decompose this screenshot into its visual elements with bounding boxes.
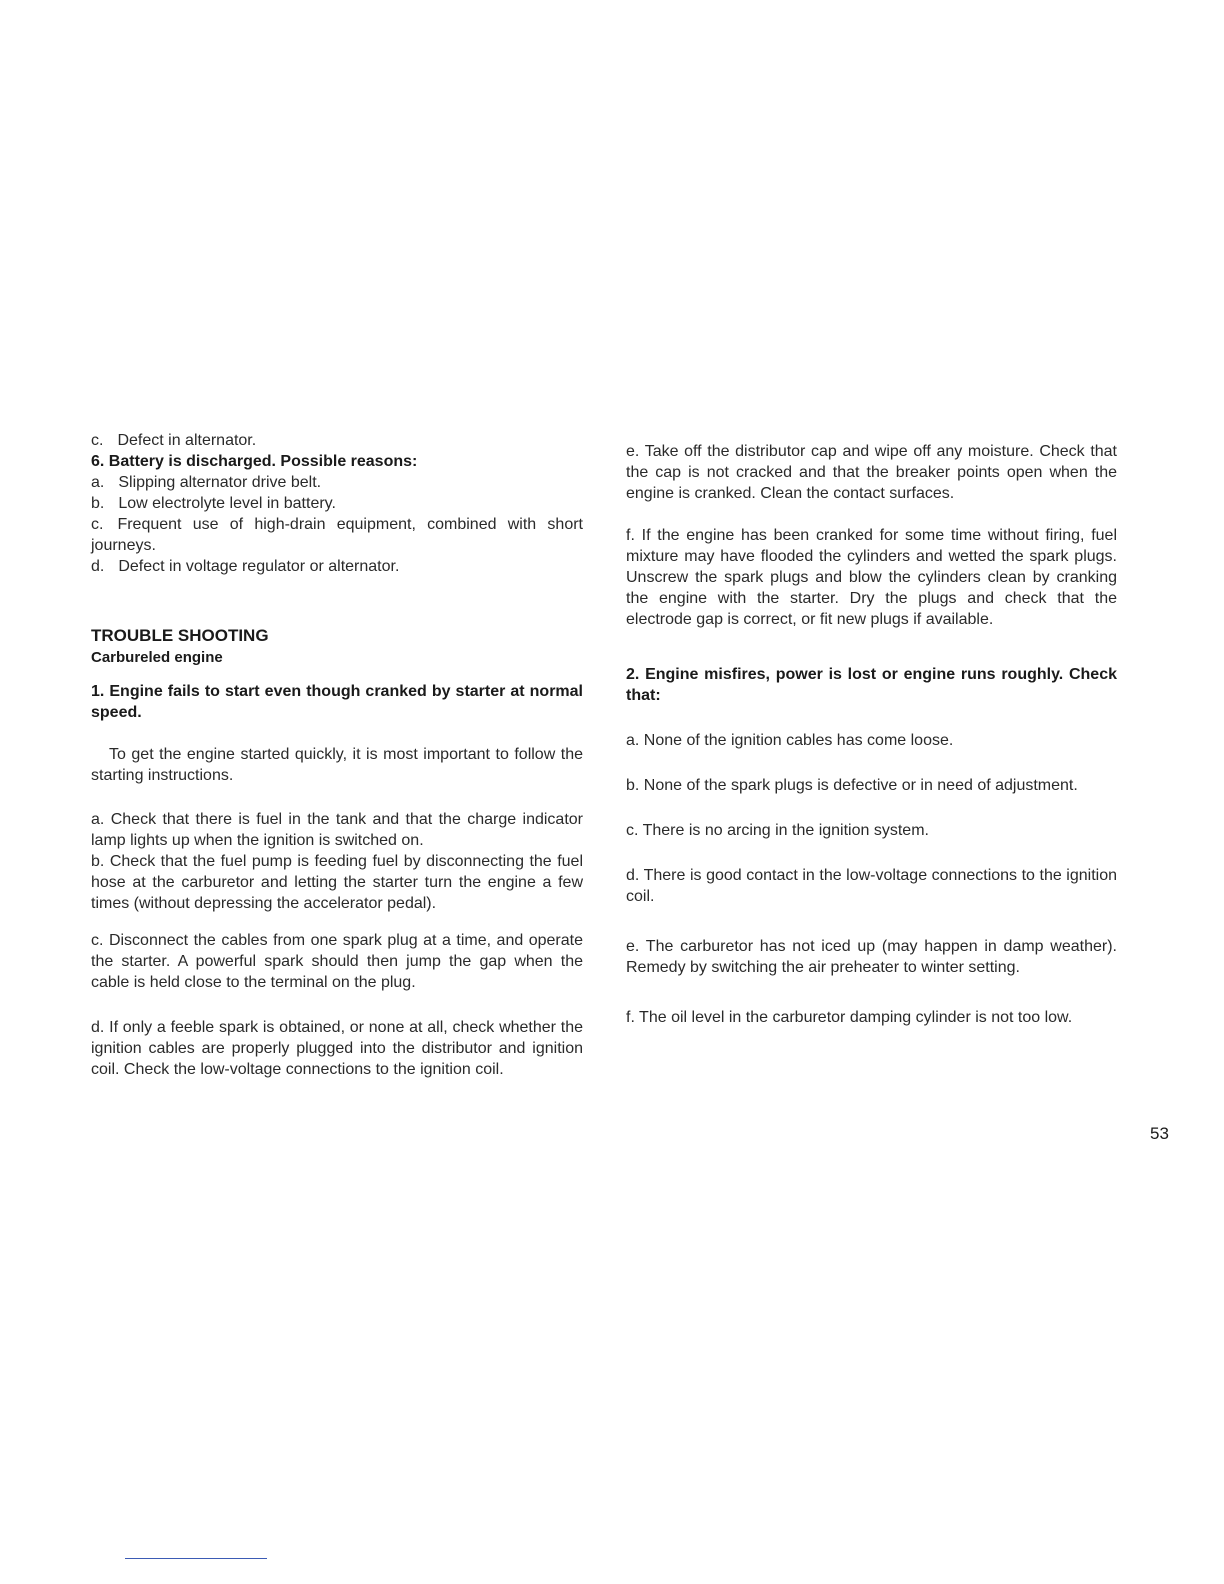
section-title: TROUBLE SHOOTING: [91, 626, 269, 645]
left-column: [91, 430, 583, 1080]
subsection-title: Carbureled engine: [91, 649, 223, 666]
heading-engine-fails-to-start: 1. Engine fails to start even though cranked by starter at normal speed.: [91, 683, 583, 721]
right-column: [626, 430, 1117, 1028]
intro-paragraph: To get the engine started quickly, it is most important to follow the starting instructions.: [91, 746, 583, 784]
paragraph-a: a. Check that there is fuel in the tank and that the charge indicator lamp lights up when the ignition is switched on.: [91, 811, 583, 849]
paragraph-c: c. Disconnect the cables from one spark plug at a time, and operate the starter. A powerful spark should then jump the gap when the cable is held close to the terminal on the plug.: [91, 932, 583, 991]
footer-rule: [125, 1558, 267, 1559]
paragraph-e: e. Take off the distributor cap and wipe off any moisture. Check that the cap is not cracked and that the breaker points open when the engine is cranked. Clean the contact surfaces.: [626, 443, 1117, 502]
paragraph-d: d. If only a feeble spark is obtained, or none at all, check whether the ignition cables are properly plugged into the distributor and ignition coil. Check the low-voltage connections to the ignition coil.: [91, 1019, 583, 1078]
list-item: c. Frequent use of high-drain equipment, combined with short journeys.: [91, 516, 583, 554]
check-item-b: b. None of the spark plugs is defective or in need of adjustment.: [626, 777, 1078, 794]
check-item-f: f. The oil level in the carburetor damping cylinder is not too low.: [626, 1009, 1073, 1026]
page-number: 53: [1150, 1124, 1169, 1143]
check-item-a: a. None of the ignition cables has come loose.: [626, 732, 954, 749]
list-item: b. Low electrolyte level in battery.: [91, 495, 336, 512]
check-item-d: d. There is good contact in the low-voltage connections to the ignition coil.: [626, 867, 1117, 905]
paragraph-b: b. Check that the fuel pump is feeding fuel by disconnecting the fuel hose at the carburetor and letting the starter turn the engine a few times (without depressing the accelerator pedal).: [91, 853, 583, 912]
paragraph-f: f. If the engine has been cranked for some time without firing, fuel mixture may have flooded the cylinders and wetted the spark plugs. Unscrew the spark plugs and blow the cylinders clean by cranking the engine with the starter. Dry the plugs and check that the electrode gap is correct, or fit new plugs if available.: [626, 527, 1117, 628]
list-item: d. Defect in voltage regulator or alternator.: [91, 558, 400, 575]
heading-battery-discharged: 6. Battery is discharged. Possible reasons:: [91, 453, 418, 470]
list-item: a. Slipping alternator drive belt.: [91, 474, 322, 491]
check-item-c: c. There is no arcing in the ignition system.: [626, 822, 929, 839]
check-item-e: e. The carburetor has not iced up (may happen in damp weather). Remedy by switching the air preheater to winter setting.: [626, 938, 1117, 976]
heading-engine-misfires: 2. Engine misfires, power is lost or engine runs roughly. Check that:: [626, 666, 1117, 704]
list-item: c. Defect in alternator.: [91, 432, 257, 449]
